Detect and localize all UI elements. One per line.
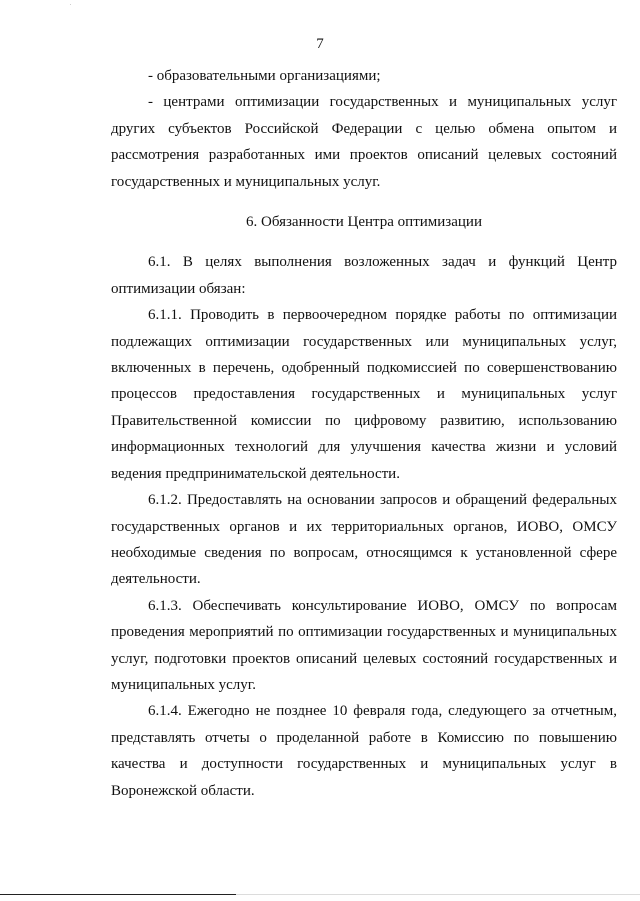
- bottom-scan-line: [0, 894, 236, 895]
- paragraph-6-1-4: 6.1.4. Ежегодно не позднее 10 февраля года, следующего за отчетным, представлять отчеты о проделанной работе в Комиссию по повышению качества и доступности государственных и муниципальных услуг в Воронежской области.: [111, 703, 617, 799]
- list-item-educational-organizations: - образовательными организациями;: [148, 68, 381, 84]
- document-body: [111, 63, 617, 804]
- bottom-scan-line-faint: [236, 894, 640, 895]
- paragraph-6-1: 6.1. В целях выполнения возложенных задач и функций Центр оптимизации обязан:: [111, 254, 617, 297]
- paragraph-6-1-1: 6.1.1. Проводить в первоочередном порядке работы по оптимизации подлежащих оптимизации государственных или муниципальных услуг, включенных в перечень, одобренный подкомиссией по совершенствованию процессов предоставления государственных и муниципальных услуг Правительственной комиссии по цифровому развитию, использованию информационных технологий для улучшения качества жизни и условий ведения предпринимательской деятельности.: [111, 307, 617, 482]
- list-item-optimization-centers: - центрами оптимизации государственных и муниципальных услуг других субъектов Российской Федерации с целью обмена опытом и рассмотрения разработанных ими проектов описаний целевых состояний государственных и муниципальных услуг.: [111, 94, 617, 190]
- paragraph-6-1-2: 6.1.2. Предоставлять на основании запросов и обращений федеральных государственных органов и их территориальных органов, ИОВО, ОМСУ необходимые сведения по вопросам, относящимся к установленной сфере деятельности.: [111, 492, 617, 588]
- paragraph-6-1-3: 6.1.3. Обеспечивать консультирование ИОВО, ОМСУ по вопросам проведения мероприятий по оптимизации государственных и муниципальных услуг, подготовки проектов описаний целевых состояний государственных и муниципальных услуг.: [111, 597, 617, 693]
- section-heading: 6. Обязанности Центра оптимизации: [246, 214, 482, 231]
- scan-speck: [70, 4, 71, 5]
- page-number: 7: [316, 36, 324, 52]
